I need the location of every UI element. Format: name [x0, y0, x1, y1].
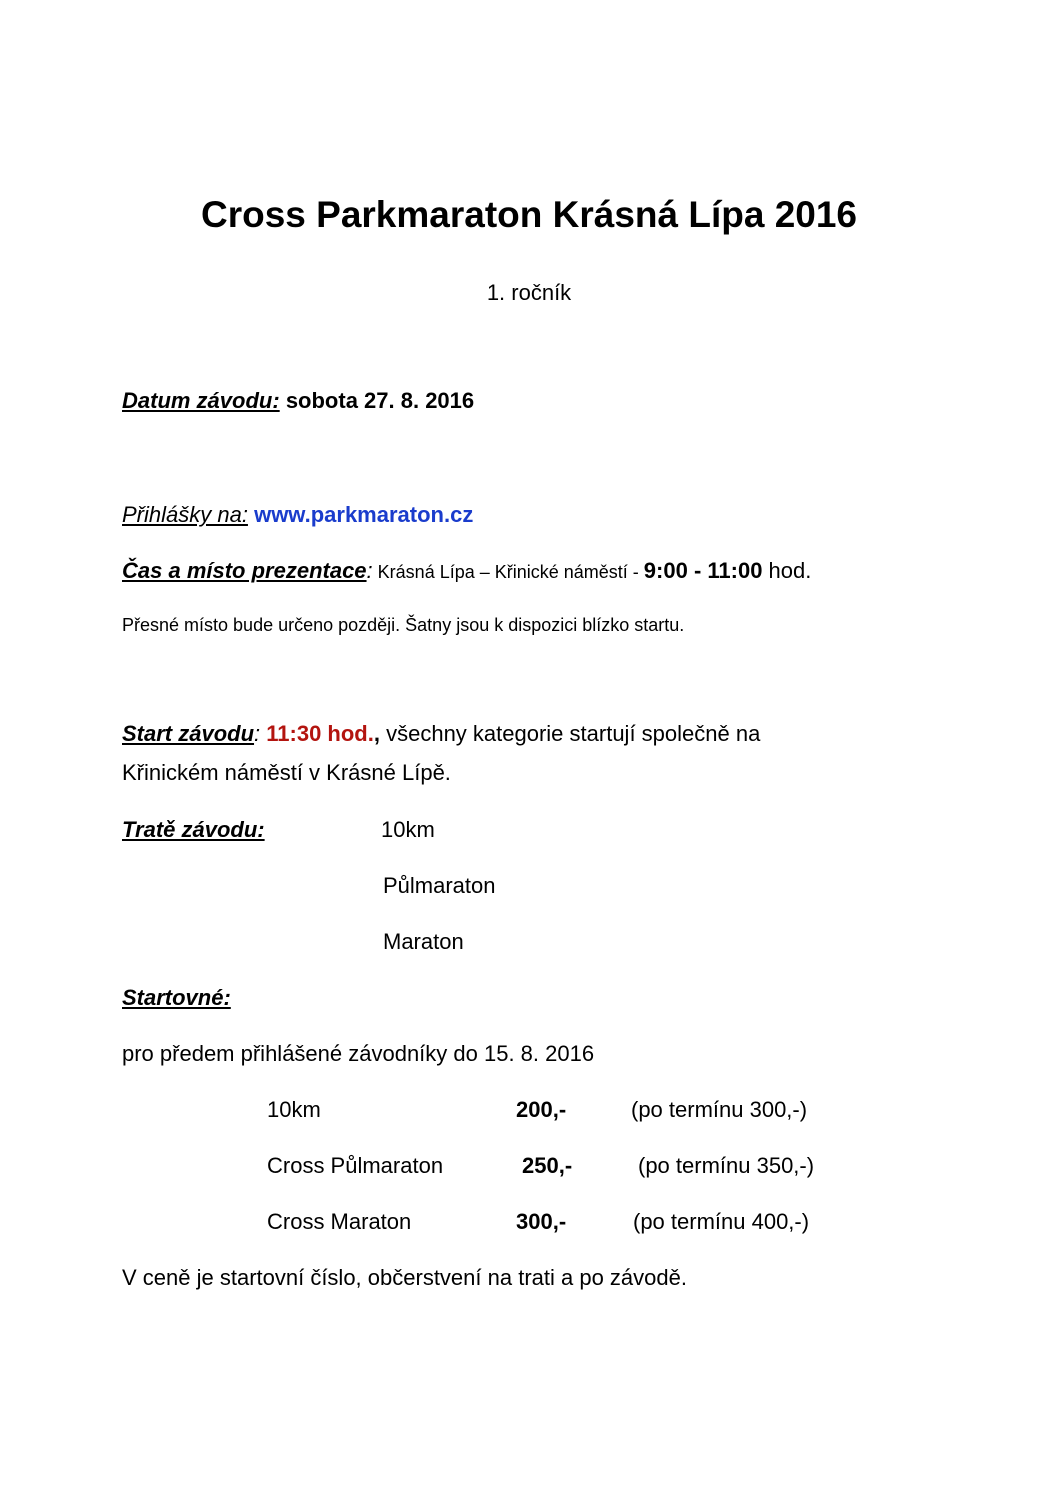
presentation-place: Krásná Lípa – Křinické náměstí -: [372, 562, 644, 582]
start-text-2: Křinickém náměstí v Krásné Lípě.: [122, 760, 451, 785]
start-line: [122, 721, 760, 747]
start-time: 11:30 hod.: [266, 721, 374, 746]
race-date-line: [122, 388, 474, 414]
fee-row-price: 200,-: [516, 1097, 567, 1122]
start-text-1: všechny kategorie startují společně na: [379, 721, 761, 746]
fee-row-name: Cross Půlmaraton: [267, 1153, 444, 1178]
track-item: Půlmaraton: [383, 873, 496, 898]
fee-label-text: Startovné:: [122, 985, 231, 1010]
presentation-suffix: hod.: [762, 558, 812, 583]
page-title: Cross Parkmaraton Krásná Lípa 2016: [200, 194, 858, 235]
fee-label: [122, 985, 231, 1011]
registration-label: Přihlášky na:: [122, 502, 248, 527]
start-comma: ,: [373, 721, 380, 746]
presentation-time: 9:00 - 11:00: [643, 558, 763, 583]
fee-row-name: 10km: [267, 1097, 321, 1122]
track-item: 10km: [381, 817, 435, 842]
registration-link[interactable]: www.parkmaraton.cz: [254, 502, 474, 527]
fee-row-price: 250,-: [522, 1153, 573, 1178]
edition-subtitle: 1. ročník: [486, 280, 572, 305]
presentation-note: Přesné místo bude určeno později. Šatny jsou k dispozici blízko startu.: [122, 615, 685, 635]
tracks-label: [122, 817, 265, 843]
track-item: Maraton: [383, 929, 464, 954]
race-date-value: sobota 27. 8. 2016: [285, 388, 475, 413]
fee-row-late: (po termínu 350,-): [638, 1153, 815, 1178]
presentation-label: Čas a místo prezentace: [122, 558, 367, 583]
fee-row-price: 300,-: [516, 1209, 567, 1234]
race-date-label: Datum závodu:: [122, 388, 280, 413]
registration-line: [122, 502, 473, 528]
fee-row-late: (po termínu 400,-): [633, 1209, 810, 1234]
fee-intro: pro předem přihlášené závodníky do 15. 8. 2016: [122, 1041, 595, 1066]
start-colon: :: [254, 721, 267, 746]
fee-row-late: (po termínu 300,-): [631, 1097, 808, 1122]
presentation-colon: :: [366, 558, 373, 583]
fee-row-name: Cross Maraton: [267, 1209, 412, 1234]
fee-footer: V ceně je startovní číslo, občerstvení na trati a po závodě.: [122, 1265, 687, 1290]
start-label: Start závodu: [122, 721, 255, 746]
presentation-line: [122, 558, 811, 584]
tracks-label-text: Tratě závodu:: [122, 817, 265, 842]
